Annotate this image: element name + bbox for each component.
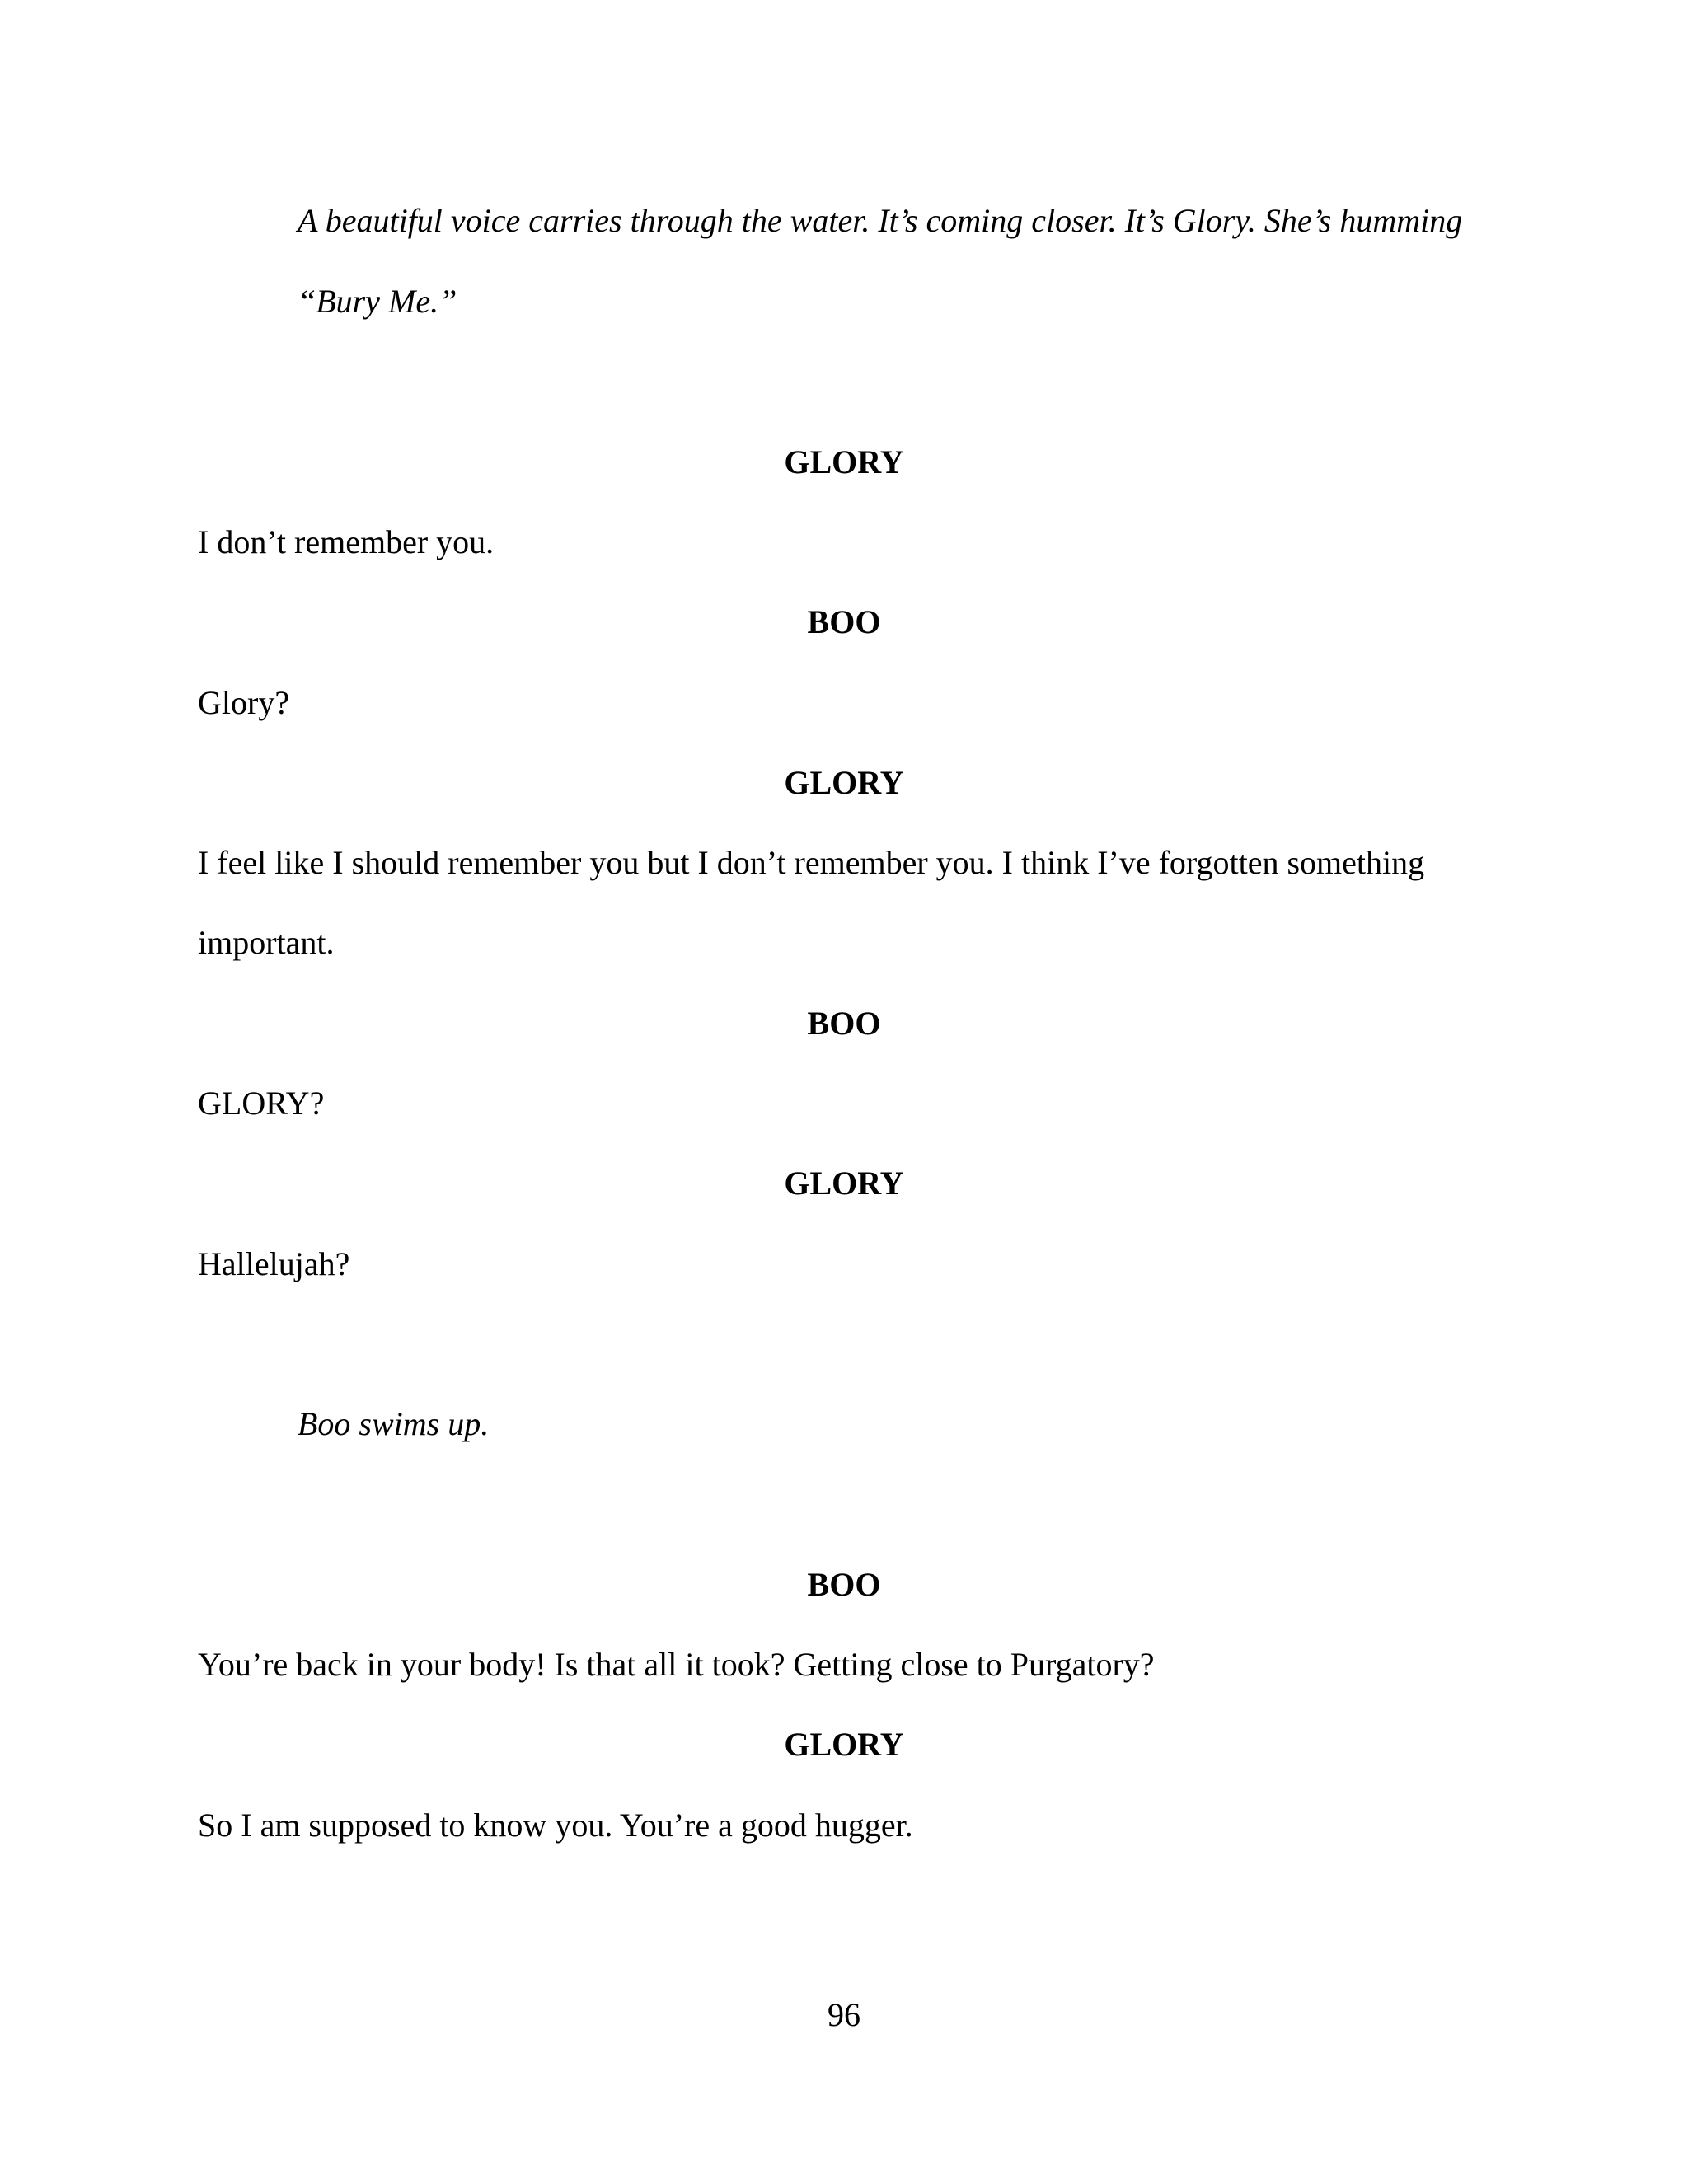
dialogue-line: I don’t remember you.	[198, 523, 495, 560]
character-name: BOO	[807, 1566, 881, 1603]
character-name: BOO	[807, 1005, 881, 1042]
dialogue-line: You’re back in your body! Is that all it took? Getting close to Purgatory?	[198, 1646, 1155, 1683]
character-name: GLORY	[784, 764, 904, 801]
stage-direction-line: “Bury Me.”	[298, 283, 457, 320]
character-name: GLORY	[784, 1165, 904, 1202]
dialogue-line: So I am supposed to know you. You’re a good hugger.	[198, 1807, 913, 1844]
character-name: BOO	[807, 603, 881, 640]
stage-direction-line: Boo swims up.	[298, 1405, 490, 1442]
dialogue-line: GLORY?	[198, 1085, 325, 1122]
character-name: GLORY	[784, 443, 904, 480]
stage-direction-line: A beautiful voice carries through the water. It’s coming closer. It’s Glory. She’s humming	[298, 202, 1463, 239]
dialogue-line: Hallelujah?	[198, 1245, 350, 1282]
dialogue-line: important.	[198, 924, 335, 961]
page-number: 96	[828, 1996, 860, 2033]
dialogue-line: Glory?	[198, 684, 290, 721]
dialogue-line: I feel like I should remember you but I don’t remember you. I think I’ve forgotten something	[198, 844, 1425, 881]
character-name: GLORY	[784, 1726, 904, 1763]
